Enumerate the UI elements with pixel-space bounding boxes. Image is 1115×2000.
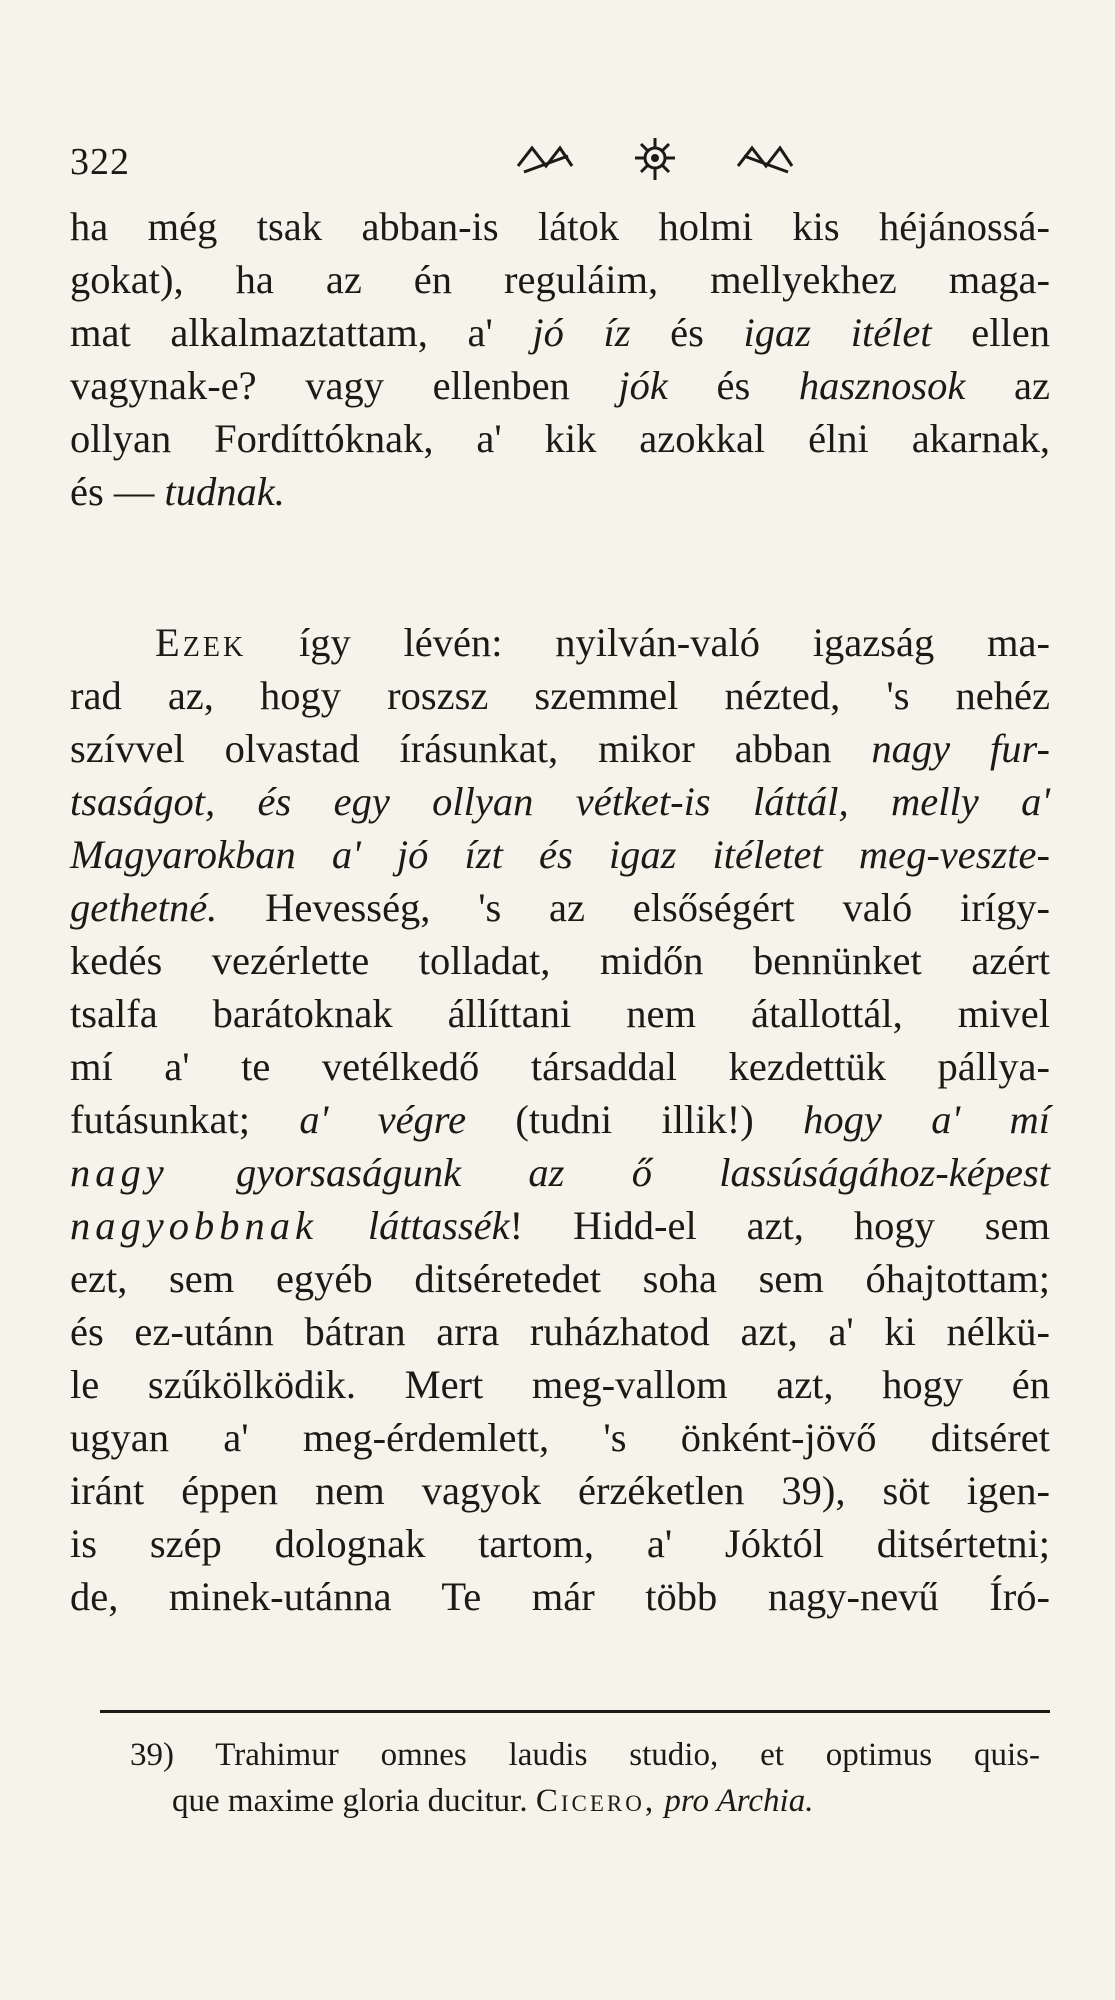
text-line: kedés vezérlette tolladat, midőn bennünket azért — [70, 938, 1050, 983]
text-line: nagy gyorsaságunk az ő lassúságához-képest — [70, 1150, 1050, 1195]
text-line: gokat), ha az én reguláim, mellyekhez maga- — [70, 257, 1050, 302]
text-line: Ezek így lévén: nyilván-való igazság ma- — [155, 620, 1050, 665]
footnote-divider — [100, 1710, 1050, 1713]
paragraph-1 — [70, 200, 1050, 518]
printer-ornament-icon — [510, 136, 800, 182]
page-number: 322 — [70, 141, 130, 183]
footnote-line: que maxime gloria ducitur. Cicero, pro Archia. — [172, 1783, 814, 1819]
author-name: Cicero, — [535, 1783, 657, 1819]
text-line: futásunkat; a' végre (tudni illik!) hogy a' mí — [70, 1097, 1050, 1142]
text-line: ugyan a' meg-érdemlett, 's önként-jövő ditséret — [70, 1415, 1050, 1460]
text-line: szívvel olvastad írásunkat, mikor abban nagy fur- — [70, 726, 1050, 771]
page-header — [70, 140, 1040, 190]
text-line: és — tudnak. — [70, 469, 285, 514]
work-title: pro Archia. — [664, 1783, 814, 1819]
text-line: gethetné. Hevesség, 's az elsőségért való irígy- — [70, 885, 1050, 930]
text-line: mí a' te vetélkedő társaddal kezdettük pállya- — [70, 1044, 1050, 1089]
text-line: ollyan Fordíttóknak, a' kik azokkal élni akarnak, — [70, 416, 1050, 461]
small-caps-word: Ezek — [155, 620, 247, 665]
text-line: is szép dolognak tartom, a' Jóktól ditsértetni; — [70, 1521, 1050, 1566]
footnote-line: 39) Trahimur omnes laudis studio, et optimus quis- — [130, 1737, 1040, 1773]
text-line: iránt éppen nem vagyok érzéketlen 39), söt igen- — [70, 1468, 1050, 1513]
text-line: le szűkölködik. Mert meg-vallom azt, hogy én — [70, 1362, 1050, 1407]
text-line: mat alkalmaztattam, a' jó íz és igaz itélet ellen — [70, 310, 1050, 355]
text-line: tsaságot, és egy ollyan vétket-is láttál, melly a' — [70, 779, 1050, 824]
text-line: tsalfa barátoknak állíttani nem átallottál, mivel — [70, 991, 1050, 1036]
text-line: ha még tsak abban-is látok holmi kis héjánossá- — [70, 204, 1050, 249]
text-line: és ez-utánn bátran arra ruházhatod azt, a' ki nélkü- — [70, 1309, 1050, 1354]
footnote — [130, 1732, 1040, 1824]
text-line: de, minek-utánna Te már több nagy-nevű Író- — [70, 1574, 1050, 1619]
text-line: nagyobbnak láttassék! Hidd-el azt, hogy sem — [70, 1203, 1050, 1248]
text-line: ezt, sem egyéb ditséretedet soha sem óhajtottam; — [70, 1256, 1050, 1301]
text-line: rad az, hogy roszsz szemmel nézted, 's nehéz — [70, 673, 1050, 718]
text-line: vagynak-e? vagy ellenben jók és hasznosok az — [70, 363, 1050, 408]
paragraph-2 — [70, 616, 1050, 1623]
text-line: Magyarokban a' jó ízt és igaz itéletet meg-veszte- — [70, 832, 1050, 877]
